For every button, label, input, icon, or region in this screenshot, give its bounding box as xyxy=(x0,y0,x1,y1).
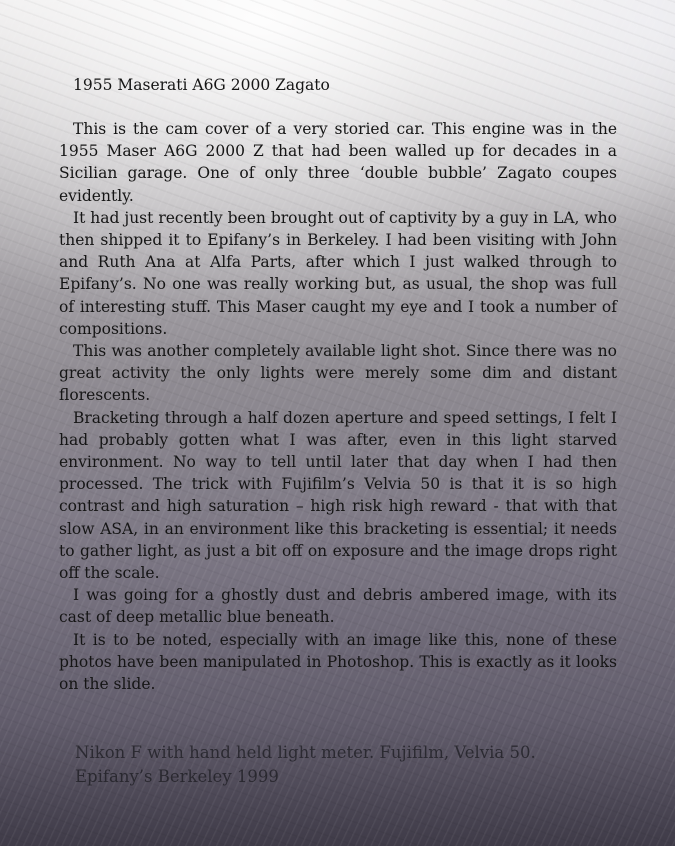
caption-line-camera: Nikon F with hand held light meter. Fujifilm, Velvia 50. xyxy=(75,743,536,762)
paragraph: I was going for a ghostly dust and debris ambered image, with its cast of deep metallic blue beneath. xyxy=(59,586,617,627)
paragraph: It is to be noted, especially with an image like this, none of these photos have been manipulated in Photoshop. This is exactly as it looks on the slide. xyxy=(59,630,617,694)
photo-caption xyxy=(75,741,635,789)
caption-line-location: Epifany’s Berkeley 1999 xyxy=(75,767,279,786)
document-body xyxy=(59,118,617,695)
paragraph: This was another completely available light shot. Since there was no great activity the only lights were merely some dim and distant florescents. xyxy=(59,342,617,405)
document-title: 1955 Maserati A6G 2000 Zagato xyxy=(73,76,330,94)
paragraph: Bracketing through a half dozen aperture and speed settings, I felt I had probably gotten what I was after, even in this light starved environment. No way to tell until later that day when I had then processed. The trick with Fujifilm’s Velvia 50 is that it is so high contrast and high saturation – high risk high reward - that with that slow ASA, in an environment like this bracketing is essential; it needs to gather light, as just a bit off on exposure and the image drops right off the scale. xyxy=(59,408,617,583)
paragraph: This is the cam cover of a very storied car. This engine was in the 1955 Maser A6G 2000 Z that had been walled up for decades in a Sicilian garage. One of only three ‘double bubble’ Zagato coupes evidently. xyxy=(59,120,617,205)
paragraph: It had just recently been brought out of captivity by a guy in LA, who then shipped it to Epifany’s in Berkeley. I had been visiting with John and Ruth Ana at Alfa Parts, after which I just walked through to Epifany’s. No one was really working but, as usual, the shop was full of interesting stuff. This Maser caught my eye and I took a number of compositions. xyxy=(59,208,617,338)
